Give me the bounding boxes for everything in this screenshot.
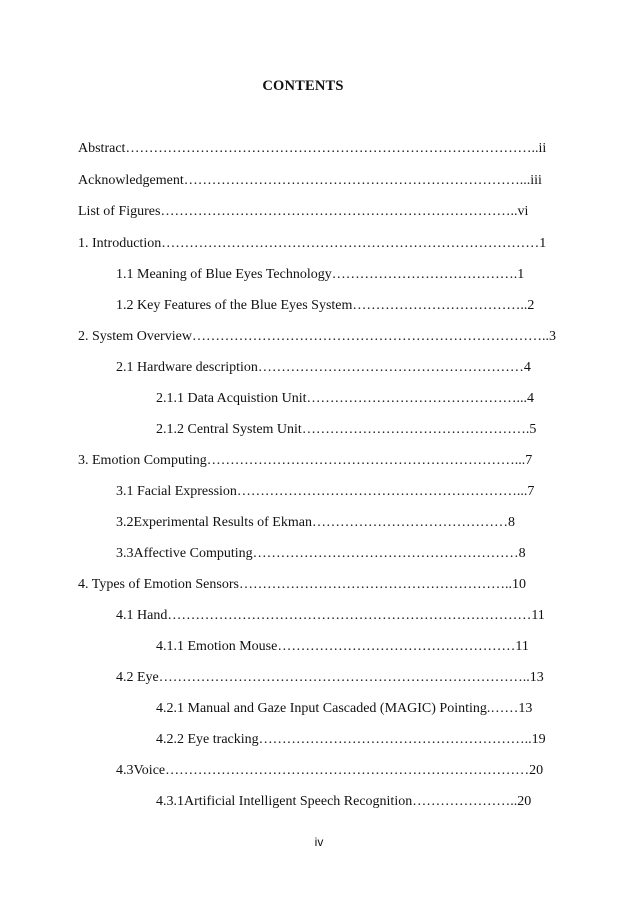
toc-entry[interactable] bbox=[78, 172, 542, 190]
toc-page-number: 8 bbox=[518, 546, 526, 561]
toc-leader-dots: ……………………………………………………………………… bbox=[161, 236, 540, 251]
toc-leader-dots: …………………………………… bbox=[311, 515, 508, 530]
toc-entry[interactable] bbox=[116, 607, 545, 625]
toc-entry-text: 4. Types of Emotion Sensors bbox=[78, 577, 239, 592]
toc-leader-dots: …………………………………………. bbox=[301, 422, 530, 437]
toc-entry-text: 4.3Voice bbox=[116, 763, 166, 778]
toc-entry-text: 3. Emotion Computing bbox=[78, 453, 207, 468]
toc-entry-text: 4.3.1Artificial Intelligent Speech Recognition bbox=[156, 794, 413, 809]
toc-leader-dots: …………………………………. bbox=[331, 267, 518, 282]
toc-entry[interactable] bbox=[116, 359, 531, 377]
toc-entry-text: 4.2.2 Eye tracking bbox=[156, 732, 259, 747]
toc-page-number: 1 bbox=[539, 236, 547, 251]
toc-entry[interactable] bbox=[116, 266, 524, 284]
toc-page-number: 11 bbox=[515, 639, 529, 654]
toc-entry-text: 4.2 Eye bbox=[116, 670, 159, 685]
toc-entry-text: 3.1 Facial Expression bbox=[116, 484, 237, 499]
toc-page-number: vi bbox=[517, 204, 529, 219]
toc-page-number: 20 bbox=[517, 794, 532, 809]
toc-page-number: 10 bbox=[511, 577, 526, 592]
toc-page-number: iii bbox=[530, 173, 542, 188]
toc-page-number: 19 bbox=[531, 732, 546, 747]
toc-page-number: 20 bbox=[529, 763, 544, 778]
toc-leader-dots: …………………………………………… bbox=[277, 639, 516, 654]
toc-leader-dots: …………………………………………………………………………….. bbox=[125, 141, 539, 156]
toc-leader-dots: ………………….. bbox=[412, 794, 518, 809]
toc-leader-dots: …………………………………………………………... bbox=[206, 453, 526, 468]
toc-entry[interactable] bbox=[156, 638, 529, 656]
toc-entry-text: 1.1 Meaning of Blue Eyes Technology bbox=[116, 267, 332, 282]
contents-title: CONTENTS bbox=[262, 78, 344, 94]
toc-entry-text: 2. System Overview bbox=[78, 329, 192, 344]
toc-page-number: 11 bbox=[531, 608, 545, 623]
toc-entry-text: 3.2Experimental Results of Ekman bbox=[116, 515, 312, 530]
toc-entry[interactable] bbox=[116, 297, 534, 315]
toc-entry-text: List of Figures bbox=[78, 204, 161, 219]
toc-entry[interactable] bbox=[116, 762, 543, 780]
toc-leader-dots: ………………………………………………….. bbox=[258, 732, 532, 747]
toc-page-number: 8 bbox=[507, 515, 515, 530]
toc-entry[interactable] bbox=[78, 328, 556, 346]
toc-entry-text: 4.1.1 Emotion Mouse bbox=[156, 639, 278, 654]
toc-leader-dots: .…… bbox=[486, 701, 519, 716]
toc-page-number: 4 bbox=[527, 391, 534, 406]
toc-entry-text: Acknowledgement bbox=[78, 173, 184, 188]
toc-entry[interactable] bbox=[116, 669, 544, 687]
toc-page-number: 7 bbox=[527, 484, 535, 499]
toc-page-number: 13 bbox=[518, 701, 533, 716]
toc-entry[interactable] bbox=[156, 700, 532, 718]
toc-page-number: 7 bbox=[525, 453, 533, 468]
toc-entry[interactable] bbox=[156, 731, 546, 749]
toc-leader-dots: ……………………………………………………... bbox=[236, 484, 528, 499]
toc-entry[interactable] bbox=[116, 483, 534, 501]
toc-leader-dots: …………………………………………………………………….. bbox=[158, 670, 530, 685]
toc-leader-dots: …………………………………………………………………… bbox=[165, 763, 530, 778]
toc-leader-dots: ………………………………………………… bbox=[252, 546, 519, 561]
toc-entry-text: 4.1 Hand bbox=[116, 608, 168, 623]
toc-entry[interactable] bbox=[116, 514, 515, 532]
toc-page-number: ii bbox=[538, 141, 547, 156]
toc-entry[interactable] bbox=[156, 421, 536, 439]
toc-entry[interactable] bbox=[116, 545, 526, 563]
toc-entry[interactable] bbox=[78, 576, 526, 594]
toc-page-number: 2 bbox=[527, 298, 535, 313]
toc-page-number: 3 bbox=[548, 329, 556, 344]
toc-entry-text: 1. Introduction bbox=[78, 236, 162, 251]
toc-entry[interactable] bbox=[156, 390, 534, 408]
toc-entry-text: 2.1.2 Central System Unit bbox=[156, 422, 302, 437]
toc-entry-text: 2.1 Hardware description bbox=[116, 360, 258, 375]
toc-entry-text: 2.1.1 Data Acquistion Unit bbox=[156, 391, 307, 406]
toc-leader-dots: ……………………………….. bbox=[352, 298, 528, 313]
toc-leader-dots: ………………………………………... bbox=[306, 391, 527, 406]
toc-leader-dots: ………………………………………………………………….. bbox=[191, 329, 549, 344]
toc-leader-dots: ………………………………………………………………... bbox=[183, 173, 531, 188]
toc-leader-dots: …………………………………………………………………… bbox=[167, 608, 532, 623]
toc-entry[interactable] bbox=[78, 235, 546, 253]
toc-entry[interactable] bbox=[156, 793, 531, 811]
page-number-footer: iv bbox=[314, 835, 324, 849]
toc-entry-text: 3.3Affective Computing bbox=[116, 546, 253, 561]
toc-page-number: 5 bbox=[529, 422, 537, 437]
toc-leader-dots: ………………………………………………… bbox=[257, 360, 524, 375]
toc-entry-text: 1.2 Key Features of the Blue Eyes System bbox=[116, 298, 353, 313]
toc-entry[interactable] bbox=[78, 203, 528, 221]
toc-leader-dots: ………………………………………………….. bbox=[238, 577, 512, 592]
toc-entry[interactable] bbox=[78, 140, 546, 158]
toc-entry-text: Abstract bbox=[78, 141, 126, 156]
toc-entry-text: 4.2.1 Manual and Gaze Input Cascaded (MAGIC) Pointing bbox=[156, 701, 487, 716]
toc-entry[interactable] bbox=[78, 452, 532, 470]
toc-leader-dots: ………………………………………………………………….. bbox=[160, 204, 518, 219]
toc-page-number: 1 bbox=[517, 267, 525, 282]
toc-page-number: 4 bbox=[523, 360, 531, 375]
toc-page-number: 13 bbox=[529, 670, 544, 685]
